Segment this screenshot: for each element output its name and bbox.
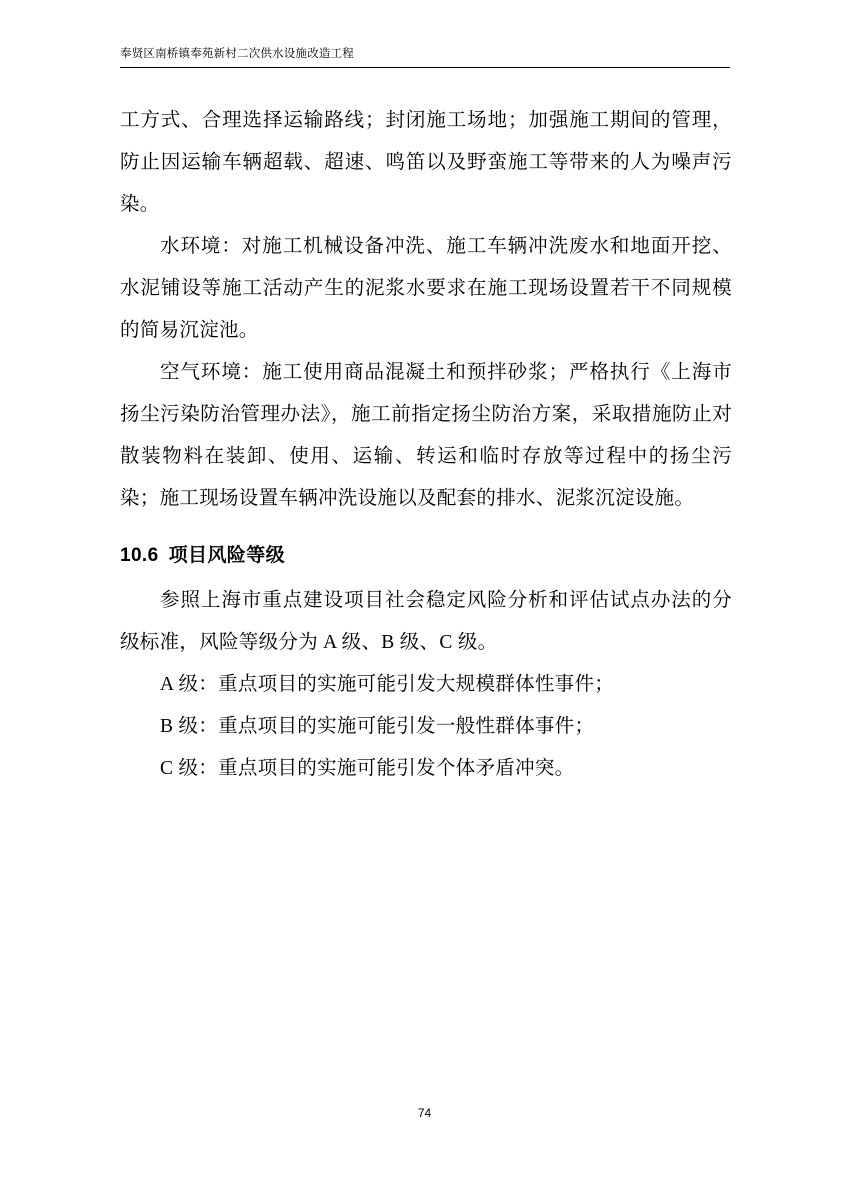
page-header <box>120 46 730 68</box>
page-footer <box>0 1104 849 1122</box>
section-title: 项目风险等级 <box>168 545 285 566</box>
paragraph-water-environment: 水环境：对施工机械设备冲洗、施工车辆冲洗废水和地面开挖、水泥铺设等施工活动产生的泥浆水要求在施工现场设置若干不同规模的简易沉淀池。 <box>120 236 732 341</box>
list-item-risk-a: A 级：重点项目的实施可能引发大规模群体性事件； <box>160 674 615 695</box>
section-heading-risk-level <box>120 538 732 574</box>
running-title: 奉贤区南桥镇奉苑新村二次供水设施改造工程 <box>120 48 354 60</box>
paragraph-noise-control: 工方式、合理选择运输路线；封闭施工场地；加强施工期间的管理，防止因运输车辆超载、超速、鸣笛以及野蛮施工等带来的人为噪声污染。 <box>120 110 732 215</box>
page-content <box>120 100 732 790</box>
section-number: 10.6 <box>120 545 159 566</box>
paragraph-risk-intro: 参照上海市重点建设项目社会稳定风险分析和评估试点办法的分级标准，风险等级分为 A 级、B 级、C 级。 <box>120 590 732 653</box>
page-number: 74 <box>417 1106 432 1120</box>
list-item-risk-c: C 级：重点项目的实施可能引发个体矛盾冲突。 <box>160 758 575 779</box>
paragraph-air-environment: 空气环境：施工使用商品混凝土和预拌砂浆；严格执行《上海市扬尘污染防治管理办法》，施工前指定扬尘防治方案，采取措施防止对散装物料在装卸、使用、运输、转运和临时存放等过程中的扬尘污染；施工现场设置车辆冲洗设施以及配套的排水、泥浆沉淀设施。 <box>120 362 732 509</box>
list-item-risk-b: B 级：重点项目的实施可能引发一般性群体事件； <box>160 716 595 737</box>
